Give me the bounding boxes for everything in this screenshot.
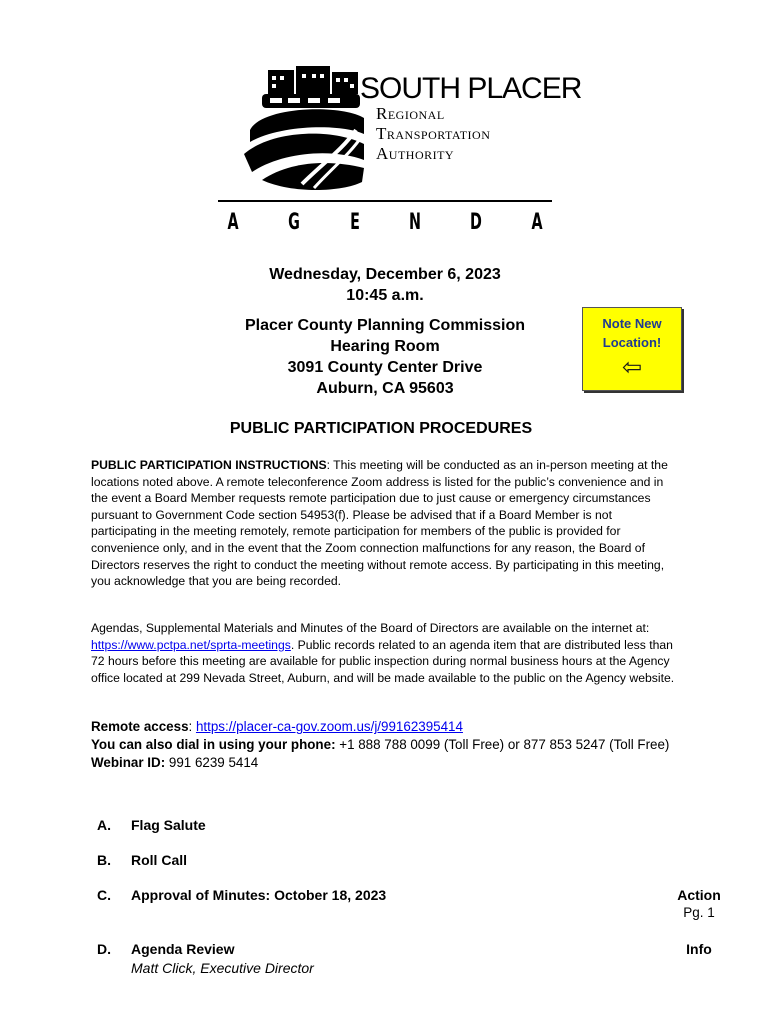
logo-subtitle-3: Authority [376, 144, 455, 163]
item-action-type: Action [677, 887, 721, 903]
participation-instructions [91, 457, 681, 590]
location-line: Placer County Planning Commission [244, 317, 526, 334]
agenda-letter: A [531, 210, 543, 235]
zoom-link[interactable]: https://placer-ca-gov.zoom.us/j/99162395414 [195, 719, 463, 734]
logo-title: SOUTH PLACER [360, 72, 582, 105]
location-line: 3091 County Center Drive [287, 359, 483, 376]
agenda-availability [91, 620, 681, 686]
agenda-letter: A [227, 210, 239, 235]
webinar-id: 991 6239 5414 [165, 755, 259, 770]
agenda-letter: E [349, 210, 360, 235]
meeting-datetime [0, 264, 770, 306]
remote-access-label: Remote access [91, 719, 189, 734]
item-letter: A. [97, 817, 111, 833]
item-title: Flag Salute [131, 817, 206, 833]
availability-text-2: . Public records related to an agenda item that are distributed less than 72 hours before this meeting are available for public inspection during normal business hours at the Agency office located at 299 Nevada Street, Auburn, and will be made available to the public on the Agency website. [91, 637, 675, 685]
location-line: Hearing Room [330, 338, 440, 355]
header-rule [218, 200, 552, 202]
meetings-link[interactable]: https://www.pctpa.net/sprta-meetings [91, 637, 291, 652]
webinar-id-label: Webinar ID: [91, 755, 166, 770]
item-title: Approval of Minutes: October 18, 2023 [131, 887, 387, 903]
item-action [669, 941, 729, 957]
item-action-type: Info [686, 941, 712, 957]
meeting-date: Wednesday, December 6, 2023 [269, 266, 501, 283]
location-line: Auburn, CA 95603 [316, 380, 454, 397]
remote-access-block: Remote access: https://placer-ca-gov.zoom.us/j/99162395414 You can also dial in using your phone: +1 888 788 0099 (Toll Free) or 877 853 5247 (Toll Free) Webinar ID: 991 6239 5414 [91, 719, 670, 770]
note-line-2: Location! [602, 335, 662, 350]
item-page: Pg. 1 [683, 905, 715, 920]
item-action [669, 887, 729, 920]
item-letter: D. [97, 941, 111, 957]
logo-subtitle-2: Transportation [376, 124, 491, 143]
agenda-letter: D [470, 210, 483, 235]
note-line-1: Note New [602, 316, 662, 331]
instructions-body: : This meeting will be conducted as an in-person meeting at the locations noted above. A remote teleconference Zoom address is listed for the public’s convenience and in the event a Board Member requests remote participation due to just cause or emergency circumstances pursuant to Government Code section 54953(f). Please be advised that if a Board Member is not participating in the meeting remotely, remote participation for members of the public is provided for convenience only, and in the event that the Zoom connection malfunctions for any reason, the Board of Directors reserves the right to conduct the meeting without remote access. By participating in this meeting, you acknowledge that you are being recorded. [91, 458, 668, 589]
section-heading: PUBLIC PARTICIPATION PROCEDURES [229, 420, 533, 437]
dial-in-numbers: +1 888 788 0099 (Toll Free) or 877 853 5247 (Toll Free) [335, 737, 670, 752]
left-arrow-icon: ⇦ [621, 354, 643, 381]
item-letter: B. [97, 852, 111, 868]
meeting-time: 10:45 a.m. [346, 287, 424, 304]
instructions-lead: PUBLIC PARTICIPATION INSTRUCTIONS [91, 458, 327, 472]
agenda-letter: N [409, 210, 422, 235]
item-title: Roll Call [131, 852, 188, 868]
item-title: Agenda Review [131, 941, 235, 957]
agenda-heading [218, 210, 552, 235]
availability-text: Agendas, Supplemental Materials and Minutes of the Board of Directors are available on the internet at: [91, 621, 650, 635]
new-location-note [582, 307, 682, 391]
dial-in-label: You can also dial in using your phone: [91, 737, 336, 752]
logo-subtitle-1: Regional [376, 104, 445, 123]
item-letter: C. [97, 887, 111, 903]
agenda-letter: G [287, 210, 300, 235]
item-presenter: Matt Click, Executive Director [131, 960, 314, 976]
